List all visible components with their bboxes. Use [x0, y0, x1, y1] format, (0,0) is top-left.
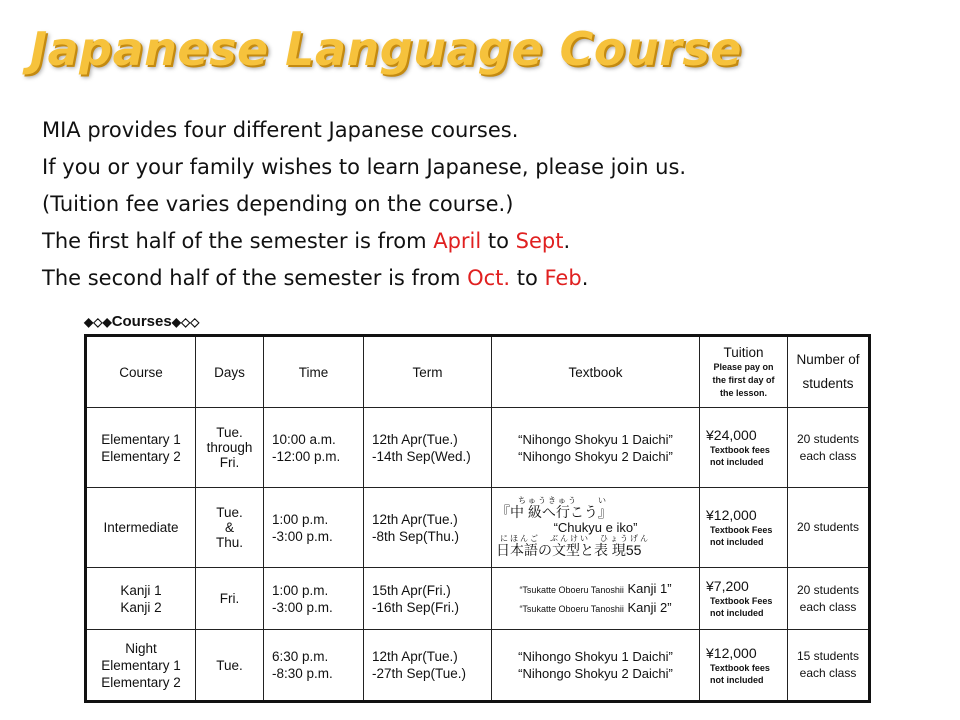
diamond-icon: ◆◇◆ — [84, 315, 112, 329]
cell-days: Fri. — [196, 568, 264, 630]
cell-time: 1:00 p.m. -3:00 p.m. — [264, 568, 364, 630]
tuition-amount: ¥24,000 — [706, 427, 757, 443]
cell-course: Elementary 1 Elementary 2 — [86, 408, 196, 488]
table-row — [86, 408, 870, 488]
cell-textbook — [492, 488, 700, 568]
intro-line-5-text-a: The second half of the semester is from — [42, 266, 468, 290]
cell-days: Tue. — [196, 630, 264, 702]
cell-days: Tue. through Fri. — [196, 408, 264, 488]
cell-time: 6:30 p.m. -8:30 p.m. — [264, 630, 364, 702]
cell-course: Intermediate — [86, 488, 196, 568]
tuition-note: Textbook fees not included — [710, 662, 770, 685]
courses-heading-label: Courses — [111, 313, 172, 330]
tuition-amount: ¥12,000 — [706, 644, 757, 661]
table-row — [86, 568, 870, 630]
cell-term: 12th Apr(Tue.) -8th Sep(Thu.) — [364, 488, 492, 568]
header-tuition-note: Please pay on the first day of the lesson. — [712, 362, 775, 398]
cell-time: 1:00 p.m. -3:00 p.m. — [264, 488, 364, 568]
cell-time: 10:00 a.m. -12:00 p.m. — [264, 408, 364, 488]
intro-line-3: (Tuition fee varies depending on the course.) — [42, 192, 514, 216]
header-course: Course — [86, 336, 196, 408]
intro-line-4-text-c: to — [481, 229, 516, 253]
textbook-romaji: “Chukyu e iko” — [553, 520, 638, 535]
textbook-furigana: ちゅうきゅう い — [518, 496, 608, 505]
textbook-line — [496, 599, 695, 618]
intro-line-2: If you or your family wishes to learn Japanese, please join us. — [42, 155, 687, 179]
tuition-amount: ¥12,000 — [706, 507, 757, 523]
textbook-volume: Kanji 1” — [623, 580, 672, 596]
cell-textbook — [492, 568, 700, 630]
header-days: Days — [196, 336, 264, 408]
intro-line-4 — [42, 223, 686, 260]
tuition-note: Textbook Fees not included — [710, 525, 773, 547]
courses-heading — [84, 313, 199, 330]
cell-term: 12th Apr(Tue.) -14th Sep(Wed.) — [364, 408, 492, 488]
table-header-row — [86, 336, 870, 408]
textbook-line — [496, 580, 695, 599]
cell-textbook: “Nihongo Shokyu 1 Daichi” “Nihongo Shokyu 2 Daichi” — [492, 630, 700, 702]
cell-students: 15 students each class — [788, 630, 870, 702]
table-row — [86, 488, 870, 568]
textbook-japanese-title: 日本語の文型と表 現55 — [496, 542, 642, 558]
tuition-note: Textbook fees not included — [710, 445, 770, 467]
cell-students: 20 students each class — [788, 408, 870, 488]
cell-students: 20 students each class — [788, 568, 870, 630]
page-title: Japanese Language Course — [30, 22, 742, 76]
header-term: Term — [364, 336, 492, 408]
intro-line-5-text-c: to — [510, 266, 545, 290]
textbook-japanese-title: 『中 級へ行こう』 — [496, 504, 612, 520]
month-feb: Feb — [544, 266, 582, 290]
header-students: Number of students — [788, 336, 870, 408]
cell-course: Kanji 1 Kanji 2 — [86, 568, 196, 630]
month-sept: Sept — [515, 229, 564, 253]
table-row — [86, 630, 870, 702]
cell-students: 20 students — [788, 488, 870, 568]
intro-text — [42, 112, 686, 297]
month-april: April — [433, 229, 482, 253]
cell-course: Night Elementary 1 Elementary 2 — [86, 630, 196, 702]
cell-tuition — [700, 630, 788, 702]
cell-days: Tue. & Thu. — [196, 488, 264, 568]
header-tuition — [700, 336, 788, 408]
header-tuition-label: Tuition — [723, 345, 764, 360]
tuition-note: Textbook Fees not included — [710, 596, 773, 618]
header-textbook: Textbook — [492, 336, 700, 408]
intro-line-1: MIA provides four different Japanese courses. — [42, 118, 519, 142]
cell-term: 12th Apr(Tue.) -27th Sep(Tue.) — [364, 630, 492, 702]
tuition-amount: ¥7,200 — [706, 578, 749, 594]
textbook-volume: Kanji 2” — [623, 599, 672, 615]
courses-table — [84, 334, 871, 703]
intro-line-5 — [42, 260, 686, 297]
textbook-series: “Tsukatte Oboeru Tanoshii — [519, 584, 624, 595]
cell-textbook: “Nihongo Shokyu 1 Daichi” “Nihongo Shokyu 2 Daichi” — [492, 408, 700, 488]
cell-tuition — [700, 488, 788, 568]
cell-tuition — [700, 568, 788, 630]
intro-line-5-text-e: . — [581, 266, 589, 290]
textbook-series: “Tsukatte Oboeru Tanoshii — [519, 603, 624, 614]
month-oct: Oct. — [467, 266, 511, 290]
intro-line-4-text-a: The first half of the semester is from — [42, 229, 434, 253]
cell-tuition — [700, 408, 788, 488]
diamond-icon: ◆◇◇ — [171, 315, 200, 329]
intro-line-4-text-e: . — [563, 229, 571, 253]
textbook-furigana: にほんご ぶんけい ひょうげん — [500, 534, 650, 543]
cell-term: 15th Apr(Fri.) -16th Sep(Fri.) — [364, 568, 492, 630]
header-time: Time — [264, 336, 364, 408]
